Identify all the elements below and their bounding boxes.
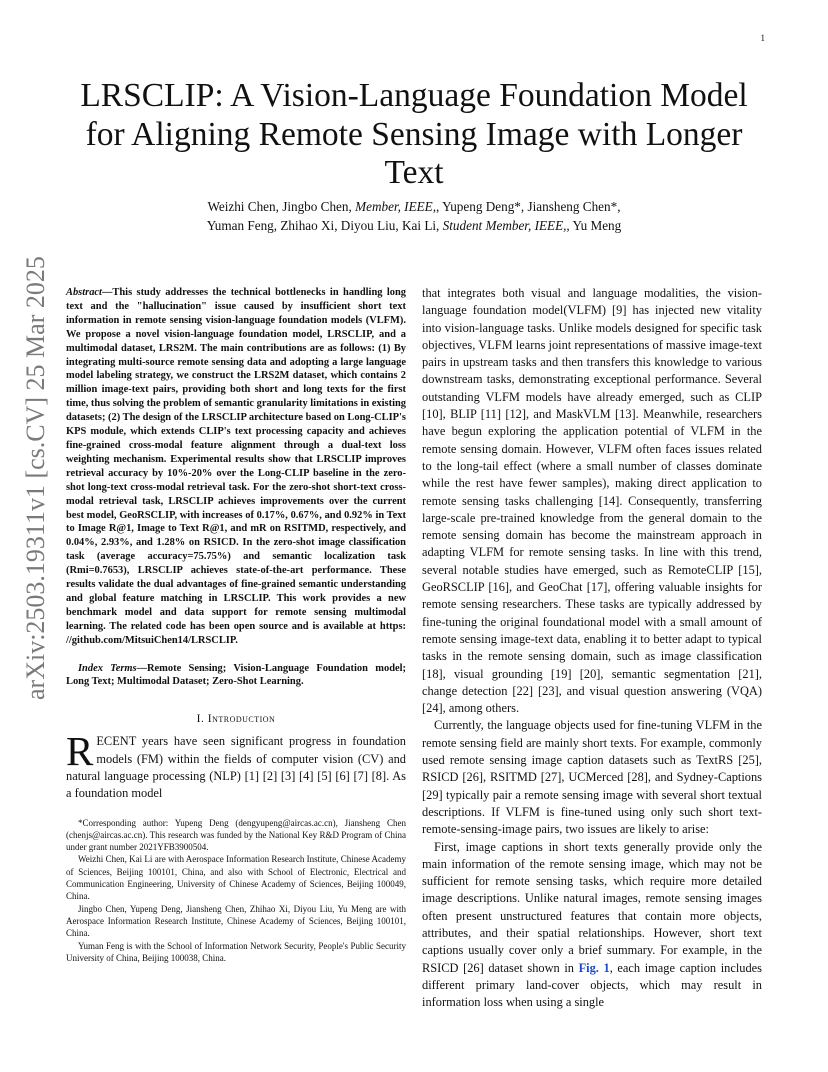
right-column [422,285,762,1011]
abstract [66,286,406,648]
paragraph-3-text-b: , each image caption includes different primary land-cover objects, which may result in information loss when using a single [422,960,762,1010]
paper-title: LRSCLIP: A Vision-Language Foundation Model for Aligning Remote Sensing Image with Longer Text [80,77,748,191]
intro-text: ECENT years have seen significant progress in foundation models (FM) within the fields of computer vision (CV) and natural language processing (NLP) [1] [2] [3] [4] [5] [6] [7] [8]. As a foundation model [66,734,406,801]
body-paragraph-1: that integrates both visual and language modalities, the vision-language foundation model(VLFM) [9] has injected new vitality into vision-language tasks. Unlike models designed for specific task objectives, VLFM learns joint representations of massive image-text pairs in upstream tasks and then transfers this knowledge to various downstream tasks, demonstrating exceptional performance. Several outstanding VLFM models have already emerged, such as CLIP [10], BLIP [11] [12], and MaskVLM [13]. Meanwhile, researchers have begun exploring the application potential of VLFM in the remote sensing domain. However, VLFM often faces issues related to the long-tail effect (where a small number of classes dominate while the rest have fewer samples), making direct application to remote sensing tasks challenging [14]. Consequently, transferring large-scale pre-trained knowledge from the general domain to the remote sensing domain has become the mainstream approach in adapting VLFM for remote sensing tasks. In line with this trend, several notable studies have emerged, such as RemoteCLIP [15], GeoRSCLIP [16], and GeoChat [17], offering valuable insights for remote sensing researchers. These tasks are typically addressed by fine-tuning the original foundational model with a small amount of remote sensing image-text data, enabling it to better adapt to typical tasks in the remote sensing domain, such as image classification [18], visual grounding [19] [20], semantic segmentation [21], change detection [22] [23], and visual question answering (VQA) [24], among others. [422,286,762,716]
index-terms-label: Index Terms [78,662,137,674]
body-paragraph-3 [422,839,762,1012]
footnote-affiliation-2: Jingbo Chen, Yupeng Deng, Jiansheng Chen, Zhihao Xi, Diyou Liu, Yu Meng are with Aerospace Information Research Institute, Chinese Academy of Sciences, Beijing 100101, China. [66,903,406,939]
authors-line2-affil: Student Member, IEEE, [442,218,567,233]
page-number: 1 [760,33,765,43]
abstract-label: Abstract [66,287,102,298]
footnote-corresponding: *Corresponding author: Yupeng Deng (dengyupeng@aircas.ac.cn), Jiansheng Chen (chenjs@aircas.ac.cn). This research was funded by the National Key R&D Program of China under grant number 2021YFB3900504. [66,817,406,853]
authors-line2-a: Yuman Feng, Zhihao Xi, Diyou Liu, Kai Li, [206,218,443,233]
authors-line1-b: , Yupeng Deng*, Jiansheng Chen*, [436,199,621,214]
index-terms [66,662,406,690]
footnotes [66,817,406,965]
authors-line1-affil: Member, IEEE, [355,199,437,214]
arxiv-identifier: arXiv:2503.19311v1 [cs.CV] 25 Mar 2025 [21,256,50,700]
intro-paragraph [66,728,406,802]
figure-1-link[interactable]: Fig. 1 [578,960,610,975]
section-heading: I. Introduction [196,713,276,726]
author-list [64,197,764,235]
abstract-text: —This study addresses the technical bottlenecks in handling long text and the "hallucination" issue caused by insufficient short text information in remote sensing vision-language foundation models (VLFM). We propose a novel vision-language foundation model, LRSCLIP, and a multimodal dataset, LRS2M. The main contributions are as follows: (1) By integrating multi-source remote sensing data and adopting a large language model labeling strategy, we construct the LRS2M dataset, which contains 2 million image-text pairs, providing both short and long texts for the first time, thus solving the problem of semantic granularity limitations in existing datasets; (2) The design of the LRSCLIP architecture based on Long-CLIP's KPS module, which extends CLIP's text processing capacity and achieves fine-grained cross-modal feature alignment through a dual-text loss weighting mechanism. Experimental results show that LRSCLIP improves retrieval accuracy by 10%-20% over the Long-CLIP baseline in the zero-shot long-text cross-modal retrieval task. For the zero-shot short-text cross-modal retrieval task, LRSCLIP achieves improvements over the current best model, GeoRSCLIP, with increases of 0.17%, 0.67%, and 0.92% in Text to Image R@1, Image to Text R@1, and mR on RSITMD, respectively, and 0.04%, 2.93%, and 1.28% on RSICD. In the zero-shot image classification task (average accuracy=75.75%) and semantic localization task (Rmi=0.7653), LRSCLIP achieves state-of-the-art performance. These results validate the dual advantages of fine-grained semantic understanding and global feature matching in LRSCLIP. This work provides a new benchmark model and data support for remote sensing multimodal learning. The related code has been open source and is available at https: //github.com/MitsuiChen14/LRSCLIP. [66,287,406,646]
footnote-affiliation-3: Yuman Feng is with the School of Information Network Security, People's Public Security University of China, Beijing 100038, China. [66,940,406,963]
authors-line2-b: , Yu Meng [566,218,622,233]
paragraph-3-text-a: First, image captions in short texts generally provide only the main information of the remote sensing image, which may not be sufficient for remote sensing tasks, which require more detailed image descriptions. Unlike natural images, remote sensing images often present unstructured features that contain more objects, attributes, and their spatial relationships. However, short text captions usually cover only a brief summary. For example, in the RSICD [26] dataset shown in [422,839,762,975]
body-paragraph-2: Currently, the language objects used for fine-tuning VLFM in the remote sensing field are mainly short texts. For example, commonly used remote sensing image caption datasets such as TextRS [25], RSICD [26], RSITMD [27], UCMerced [28], and Sydney-Captions [29] typically pair a remote sensing image with several short textual descriptions. If VLFM is fine-tuned using only such short text-remote-sensing-image pairs, two issues are likely to arise: [422,718,762,837]
authors-line1-a: Weizhi Chen, Jingbo Chen, [207,199,356,214]
drop-cap: R [66,728,94,775]
footnote-affiliation-1: Weizhi Chen, Kai Li are with Aerospace Information Research Institute, Chinese Academy of Sciences, Beijing 100101, China, and also with School of Electronic, Electrical and Communication Engineering, University of Chinese Academy of Sciences, Beijing 100049, China. [66,854,406,902]
left-column [66,286,406,964]
index-terms-text: —Remote Sensing; Vision-Language Foundation model; Long Text; Multimodal Dataset; Zero-Shot Learning. [66,662,407,688]
